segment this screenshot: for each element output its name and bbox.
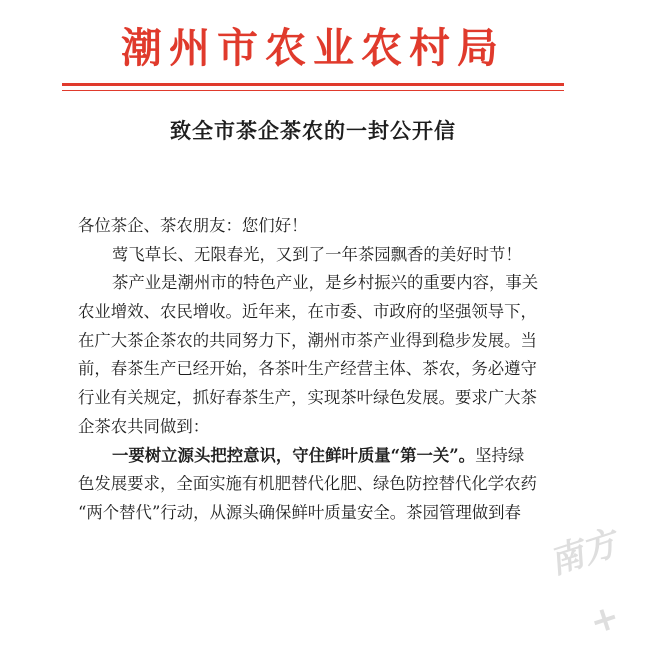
paragraph-line: 前，春茶生产已经开始，各茶叶生产经营主体、茶农，务必遵守 [78, 359, 537, 379]
paragraph-line: 茶产业是潮州市的特色产业，是乡村振兴的重要内容，事关 [112, 273, 539, 293]
letterhead-rule-thin [62, 90, 564, 91]
point-1-tail: 坚持绿 [475, 445, 525, 465]
paragraph-line: 企茶农共同做到： [78, 416, 210, 436]
paragraph-line: 莺飞草长、无限春光，又到了一年茶园飘香的美好时节！ [112, 244, 522, 264]
greeting: 各位茶企、茶农朋友：您们好！ [78, 216, 308, 235]
paragraph-line: 农业增效、农民增收。近年来，在市委、市政府的坚强领导下， [78, 302, 537, 322]
letter-body [78, 212, 570, 528]
paragraph-line: “两个替代”行动，从源头确保鲜叶质量安全。茶园管理做到春 [78, 502, 521, 522]
letterhead-rule-thick [62, 83, 564, 86]
point-1-first-line [78, 442, 570, 471]
paragraph-line: 在广大茶企茶农的共同努力下，潮州市茶产业得到稳步发展。当 [78, 330, 537, 350]
letterhead-org-name: 潮州市农业农村局 [121, 24, 505, 72]
document-title: 致全市茶企茶农的一封公开信 [170, 118, 456, 143]
paragraph-line: 色发展要求，全面实施有机肥替代化肥、绿色防控替代化学农药 [78, 474, 537, 494]
point-1-heading: 一要树立源头把控意识，守住鲜叶质量“第一关”。 [112, 445, 476, 465]
paragraph-line: 行业有关规定，抓好春茶生产，实现茶叶绿色发展。要求广大茶 [78, 388, 537, 408]
watermark-logo: 南方+ [544, 523, 625, 643]
